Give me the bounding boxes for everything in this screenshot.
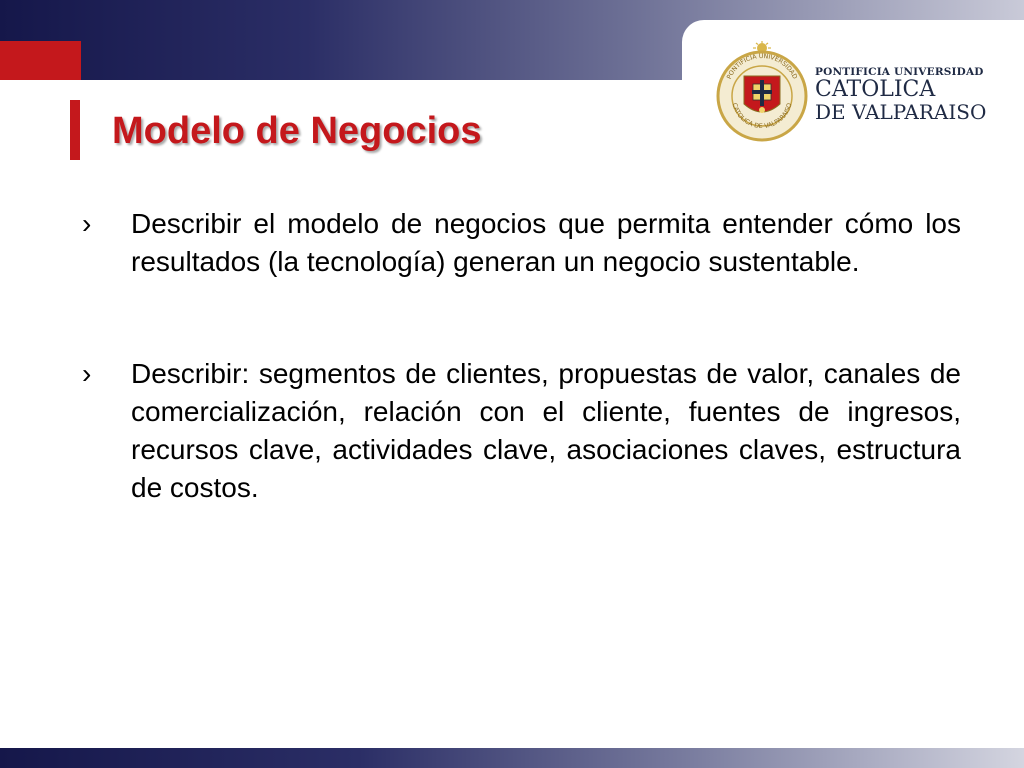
slide-title: Modelo de Negocios	[112, 110, 482, 152]
university-seal-icon	[714, 40, 810, 142]
university-wordmark	[815, 66, 986, 123]
wordmark-line-2: CATOLICA	[815, 77, 936, 102]
seal-text-top: PONTIFICIA UNIVERSIDAD	[725, 52, 799, 81]
bullet-marker-icon: ›	[82, 358, 92, 389]
wordmark-line-1: PONTIFICIA UNIVERSIDAD	[815, 66, 984, 78]
footer-gradient-band	[0, 748, 1024, 768]
bullet-text: Describir: segmentos de clientes, propuestas de valor, canales de comercialización, relación con el cliente, fuentes de ingresos, recursos clave, actividades clave, asociaciones claves, estructura de costos.	[131, 358, 961, 503]
header-red-accent	[0, 41, 81, 80]
wordmark-line-3: DE VALPARAISO	[815, 100, 987, 124]
seal-text-bottom: CATOLICA DE VALPARAISO	[730, 102, 794, 131]
title-accent-bar	[70, 100, 80, 160]
bullet-marker-icon: ›	[82, 208, 92, 239]
bullet-text: Describir el modelo de negocios que permita entender cómo los resultados (la tecnología) generan un negocio sustentable.	[131, 208, 961, 277]
